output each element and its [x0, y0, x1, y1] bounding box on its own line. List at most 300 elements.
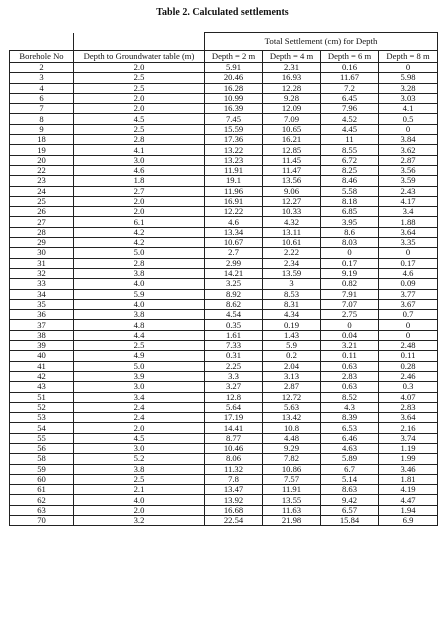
settlement-2m-cell: 3.27	[205, 382, 263, 392]
borehole-cell: 53	[10, 413, 74, 423]
borehole-cell: 7	[10, 104, 74, 114]
settlement-2m-cell: 10.67	[205, 238, 263, 248]
borehole-cell: 41	[10, 361, 74, 371]
settlement-6m-cell: 8.39	[321, 413, 379, 423]
settlement-6m-cell: 8.46	[321, 176, 379, 186]
table-row	[10, 248, 438, 258]
groundwater-depth-cell: 4.2	[74, 227, 205, 237]
settlement-4m-cell: 0.2	[263, 351, 321, 361]
table-row	[10, 63, 438, 73]
settlement-2m-cell: 3.3	[205, 371, 263, 381]
settlement-4m-cell: 7.57	[263, 474, 321, 484]
borehole-cell: 29	[10, 238, 74, 248]
settlement-6m-cell: 2.83	[321, 371, 379, 381]
settlement-6m-cell: 5.89	[321, 454, 379, 464]
settlement-4m-cell: 1.43	[263, 330, 321, 340]
settlement-2m-cell: 2.99	[205, 258, 263, 268]
table-row	[10, 495, 438, 505]
header-empty-cell	[10, 33, 74, 51]
settlement-8m-cell: 3.74	[379, 433, 438, 443]
settlement-2m-cell: 22.54	[205, 516, 263, 526]
borehole-cell: 62	[10, 495, 74, 505]
borehole-cell: 2	[10, 63, 74, 73]
settlement-4m-cell: 16.93	[263, 73, 321, 83]
borehole-cell: 39	[10, 341, 74, 351]
settlement-2m-cell: 16.91	[205, 196, 263, 206]
settlement-2m-cell: 7.33	[205, 341, 263, 351]
settlement-2m-cell: 13.92	[205, 495, 263, 505]
borehole-cell: 32	[10, 268, 74, 278]
groundwater-depth-cell: 2.0	[74, 104, 205, 114]
groundwater-depth-cell: 5.9	[74, 289, 205, 299]
settlement-6m-cell: 0.16	[321, 63, 379, 73]
settlement-8m-cell: 0.17	[379, 258, 438, 268]
column-header-groundwater-depth: Depth to Groundwater table (m)	[74, 51, 205, 63]
borehole-cell: 42	[10, 371, 74, 381]
groundwater-depth-cell: 4.0	[74, 299, 205, 309]
settlement-2m-cell: 16.28	[205, 83, 263, 93]
table-row	[10, 299, 438, 309]
settlement-6m-cell: 7.07	[321, 299, 379, 309]
table-row	[10, 371, 438, 381]
table-row	[10, 93, 438, 103]
groundwater-depth-cell: 4.6	[74, 165, 205, 175]
settlement-6m-cell: 9.19	[321, 268, 379, 278]
groundwater-depth-cell: 5.2	[74, 454, 205, 464]
settlement-2m-cell: 2.25	[205, 361, 263, 371]
settlement-6m-cell: 0.17	[321, 258, 379, 268]
table-row	[10, 351, 438, 361]
settlement-6m-cell: 0.04	[321, 330, 379, 340]
settlement-6m-cell: 3.95	[321, 217, 379, 227]
groundwater-depth-cell: 2.0	[74, 93, 205, 103]
settlement-4m-cell: 9.06	[263, 186, 321, 196]
settlement-4m-cell: 10.65	[263, 124, 321, 134]
borehole-cell: 63	[10, 505, 74, 515]
settlement-2m-cell: 14.21	[205, 268, 263, 278]
settlement-4m-cell: 10.86	[263, 464, 321, 474]
groundwater-depth-cell: 3.8	[74, 268, 205, 278]
settlement-4m-cell: 12.27	[263, 196, 321, 206]
table-row	[10, 176, 438, 186]
table-row	[10, 258, 438, 268]
settlement-4m-cell: 4.48	[263, 433, 321, 443]
settlement-8m-cell: 0	[379, 320, 438, 330]
table-row	[10, 464, 438, 474]
settlement-4m-cell: 2.22	[263, 248, 321, 258]
settlement-8m-cell: 0.5	[379, 114, 438, 124]
settlement-8m-cell: 0.09	[379, 279, 438, 289]
settlement-8m-cell: 2.43	[379, 186, 438, 196]
borehole-cell: 35	[10, 299, 74, 309]
column-header-depth-6m: Depth = 6 m	[321, 51, 379, 63]
settlement-8m-cell: 0	[379, 330, 438, 340]
borehole-cell: 43	[10, 382, 74, 392]
settlement-2m-cell: 1.61	[205, 330, 263, 340]
settlement-4m-cell: 12.28	[263, 83, 321, 93]
groundwater-depth-cell: 2.4	[74, 413, 205, 423]
groundwater-depth-cell: 4.1	[74, 145, 205, 155]
table-header	[10, 33, 438, 63]
borehole-cell: 3	[10, 73, 74, 83]
groundwater-depth-cell: 2.5	[74, 341, 205, 351]
borehole-cell: 33	[10, 279, 74, 289]
groundwater-depth-cell: 6.1	[74, 217, 205, 227]
groundwater-depth-cell: 4.5	[74, 114, 205, 124]
settlement-4m-cell: 12.85	[263, 145, 321, 155]
borehole-cell: 20	[10, 155, 74, 165]
settlement-4m-cell: 7.09	[263, 114, 321, 124]
settlement-4m-cell: 7.82	[263, 454, 321, 464]
settlement-6m-cell: 8.03	[321, 238, 379, 248]
settlement-6m-cell: 6.57	[321, 505, 379, 515]
settlement-8m-cell: 2.46	[379, 371, 438, 381]
groundwater-depth-cell: 2.5	[74, 474, 205, 484]
settlement-8m-cell: 3.4	[379, 207, 438, 217]
settlement-6m-cell: 8.6	[321, 227, 379, 237]
borehole-cell: 34	[10, 289, 74, 299]
borehole-cell: 52	[10, 402, 74, 412]
settlement-2m-cell: 2.7	[205, 248, 263, 258]
groundwater-depth-cell: 2.8	[74, 135, 205, 145]
groundwater-depth-cell: 2.0	[74, 423, 205, 433]
groundwater-depth-cell: 5.0	[74, 248, 205, 258]
settlement-8m-cell: 2.48	[379, 341, 438, 351]
settlement-2m-cell: 8.77	[205, 433, 263, 443]
table-row	[10, 145, 438, 155]
settlement-4m-cell: 11.63	[263, 505, 321, 515]
settlement-4m-cell: 8.53	[263, 289, 321, 299]
settlement-2m-cell: 13.22	[205, 145, 263, 155]
settlement-8m-cell: 2.87	[379, 155, 438, 165]
groundwater-depth-cell: 1.8	[74, 176, 205, 186]
settlement-8m-cell: 0.7	[379, 310, 438, 320]
table-row	[10, 423, 438, 433]
settlement-4m-cell: 13.55	[263, 495, 321, 505]
settlement-4m-cell: 13.42	[263, 413, 321, 423]
settlement-2m-cell: 4.54	[205, 310, 263, 320]
settlement-6m-cell: 3.21	[321, 341, 379, 351]
borehole-cell: 56	[10, 443, 74, 453]
groundwater-depth-cell: 4.8	[74, 320, 205, 330]
settlement-6m-cell: 8.52	[321, 392, 379, 402]
table-row	[10, 320, 438, 330]
table-row	[10, 454, 438, 464]
settlement-6m-cell: 0	[321, 320, 379, 330]
table-row	[10, 382, 438, 392]
column-header-depth-4m: Depth = 4 m	[263, 51, 321, 63]
groundwater-depth-cell: 3.0	[74, 155, 205, 165]
settlement-4m-cell: 3	[263, 279, 321, 289]
groundwater-depth-cell: 2.8	[74, 258, 205, 268]
settlement-8m-cell: 1.81	[379, 474, 438, 484]
settlement-6m-cell: 4.52	[321, 114, 379, 124]
settlement-2m-cell: 13.23	[205, 155, 263, 165]
settlement-2m-cell: 12.8	[205, 392, 263, 402]
borehole-cell: 37	[10, 320, 74, 330]
settlement-4m-cell: 3.13	[263, 371, 321, 381]
borehole-cell: 70	[10, 516, 74, 526]
settlement-2m-cell: 17.19	[205, 413, 263, 423]
borehole-cell: 60	[10, 474, 74, 484]
settlement-2m-cell: 20.46	[205, 73, 263, 83]
settlement-6m-cell: 4.45	[321, 124, 379, 134]
settlement-2m-cell: 5.91	[205, 63, 263, 73]
groundwater-depth-cell: 2.1	[74, 485, 205, 495]
column-header-depth-2m: Depth = 2 m	[205, 51, 263, 63]
settlement-4m-cell: 4.34	[263, 310, 321, 320]
borehole-cell: 55	[10, 433, 74, 443]
groundwater-depth-cell: 3.9	[74, 371, 205, 381]
borehole-cell: 38	[10, 330, 74, 340]
settlement-8m-cell: 3.64	[379, 413, 438, 423]
settlement-8m-cell: 0	[379, 248, 438, 258]
borehole-cell: 24	[10, 186, 74, 196]
groundwater-depth-cell: 2.0	[74, 196, 205, 206]
header-empty-cell	[74, 33, 205, 51]
settlement-2m-cell: 3.25	[205, 279, 263, 289]
table-row	[10, 227, 438, 237]
borehole-cell: 36	[10, 310, 74, 320]
settlement-8m-cell: 1.94	[379, 505, 438, 515]
settlement-2m-cell: 11.32	[205, 464, 263, 474]
table-row	[10, 155, 438, 165]
table-row	[10, 289, 438, 299]
table-row	[10, 413, 438, 423]
borehole-cell: 28	[10, 227, 74, 237]
borehole-cell: 22	[10, 165, 74, 175]
table-row	[10, 392, 438, 402]
groundwater-depth-cell: 5.0	[74, 361, 205, 371]
table-row	[10, 279, 438, 289]
settlement-2m-cell: 7.45	[205, 114, 263, 124]
settlement-4m-cell: 21.98	[263, 516, 321, 526]
settlement-4m-cell: 10.8	[263, 423, 321, 433]
groundwater-depth-cell: 4.0	[74, 279, 205, 289]
settlement-6m-cell: 6.7	[321, 464, 379, 474]
header-columns-row	[10, 51, 438, 63]
settlement-8m-cell: 1.88	[379, 217, 438, 227]
borehole-cell: 8	[10, 114, 74, 124]
settlement-8m-cell: 4.17	[379, 196, 438, 206]
settlement-4m-cell: 2.87	[263, 382, 321, 392]
borehole-cell: 40	[10, 351, 74, 361]
settlement-2m-cell: 16.68	[205, 505, 263, 515]
settlement-8m-cell: 3.59	[379, 176, 438, 186]
borehole-cell: 27	[10, 217, 74, 227]
settlement-2m-cell: 5.64	[205, 402, 263, 412]
table-row	[10, 165, 438, 175]
settlement-2m-cell: 8.92	[205, 289, 263, 299]
groundwater-depth-cell: 4.5	[74, 433, 205, 443]
settlement-4m-cell: 10.61	[263, 238, 321, 248]
settlement-4m-cell: 4.32	[263, 217, 321, 227]
borehole-cell: 30	[10, 248, 74, 258]
settlement-8m-cell: 3.28	[379, 83, 438, 93]
borehole-cell: 4	[10, 83, 74, 93]
settlement-6m-cell: 0.63	[321, 361, 379, 371]
header-group-total-settlement: Total Settlement (cm) for Depth	[205, 33, 438, 51]
settlement-8m-cell: 4.47	[379, 495, 438, 505]
settlement-6m-cell: 8.18	[321, 196, 379, 206]
borehole-cell: 59	[10, 464, 74, 474]
settlement-6m-cell: 9.42	[321, 495, 379, 505]
settlement-8m-cell: 5.98	[379, 73, 438, 83]
settlement-8m-cell: 2.83	[379, 402, 438, 412]
table-row	[10, 433, 438, 443]
table-row	[10, 196, 438, 206]
settlement-8m-cell: 4.19	[379, 485, 438, 495]
settlement-2m-cell: 13.47	[205, 485, 263, 495]
settlement-2m-cell: 7.8	[205, 474, 263, 484]
borehole-cell: 23	[10, 176, 74, 186]
settlement-8m-cell: 2.16	[379, 423, 438, 433]
borehole-cell: 6	[10, 93, 74, 103]
borehole-cell: 61	[10, 485, 74, 495]
settlement-2m-cell: 17.36	[205, 135, 263, 145]
groundwater-depth-cell: 2.5	[74, 124, 205, 134]
settlement-4m-cell: 2.31	[263, 63, 321, 73]
settlement-6m-cell: 6.85	[321, 207, 379, 217]
settlement-6m-cell: 0.63	[321, 382, 379, 392]
groundwater-depth-cell: 2.4	[74, 402, 205, 412]
settlement-8m-cell: 3.67	[379, 299, 438, 309]
column-header-depth-8m: Depth = 8 m	[379, 51, 438, 63]
settlement-4m-cell: 8.31	[263, 299, 321, 309]
settlement-6m-cell: 2.75	[321, 310, 379, 320]
table-row	[10, 83, 438, 93]
settlement-4m-cell: 13.11	[263, 227, 321, 237]
settlement-6m-cell: 7.96	[321, 104, 379, 114]
settlement-8m-cell: 3.56	[379, 165, 438, 175]
table-row	[10, 104, 438, 114]
settlement-8m-cell: 3.77	[379, 289, 438, 299]
settlement-8m-cell: 0.3	[379, 382, 438, 392]
settlement-4m-cell: 2.04	[263, 361, 321, 371]
settlement-2m-cell: 8.62	[205, 299, 263, 309]
groundwater-depth-cell: 4.2	[74, 238, 205, 248]
settlement-2m-cell: 13.34	[205, 227, 263, 237]
table-row	[10, 485, 438, 495]
settlement-6m-cell: 7.91	[321, 289, 379, 299]
settlement-2m-cell: 15.59	[205, 124, 263, 134]
table-row	[10, 443, 438, 453]
settlement-6m-cell: 0	[321, 248, 379, 258]
settlement-2m-cell: 12.22	[205, 207, 263, 217]
settlement-2m-cell: 4.6	[205, 217, 263, 227]
settlement-8m-cell: 0	[379, 63, 438, 73]
table-row	[10, 330, 438, 340]
table-row	[10, 135, 438, 145]
settlement-8m-cell: 1.19	[379, 443, 438, 453]
settlement-2m-cell: 10.99	[205, 93, 263, 103]
settlement-8m-cell: 4.07	[379, 392, 438, 402]
table-row	[10, 474, 438, 484]
settlement-6m-cell: 6.45	[321, 93, 379, 103]
settlement-8m-cell: 3.46	[379, 464, 438, 474]
settlement-8m-cell: 3.35	[379, 238, 438, 248]
settlement-6m-cell: 8.63	[321, 485, 379, 495]
settlement-4m-cell: 16.21	[263, 135, 321, 145]
table-row	[10, 268, 438, 278]
settlement-6m-cell: 15.84	[321, 516, 379, 526]
settlement-2m-cell: 11.91	[205, 165, 263, 175]
borehole-cell: 25	[10, 196, 74, 206]
settlement-6m-cell: 7.2	[321, 83, 379, 93]
settlement-2m-cell: 16.39	[205, 104, 263, 114]
settlement-6m-cell: 4.63	[321, 443, 379, 453]
groundwater-depth-cell: 4.4	[74, 330, 205, 340]
table-row	[10, 114, 438, 124]
settlement-6m-cell: 11.67	[321, 73, 379, 83]
settlement-4m-cell: 12.09	[263, 104, 321, 114]
settlement-2m-cell: 19.1	[205, 176, 263, 186]
table-row	[10, 505, 438, 515]
settlement-8m-cell: 6.9	[379, 516, 438, 526]
settlement-8m-cell: 3.84	[379, 135, 438, 145]
table-row	[10, 73, 438, 83]
borehole-cell: 51	[10, 392, 74, 402]
groundwater-depth-cell: 2.5	[74, 83, 205, 93]
settlement-2m-cell: 11.96	[205, 186, 263, 196]
settlement-8m-cell: 3.62	[379, 145, 438, 155]
settlement-6m-cell: 0.11	[321, 351, 379, 361]
settlement-4m-cell: 12.72	[263, 392, 321, 402]
groundwater-depth-cell: 3.2	[74, 516, 205, 526]
settlement-4m-cell: 11.45	[263, 155, 321, 165]
settlement-4m-cell: 5.9	[263, 341, 321, 351]
settlement-4m-cell: 2.34	[263, 258, 321, 268]
table-row	[10, 186, 438, 196]
settlement-8m-cell: 3.03	[379, 93, 438, 103]
settlements-table	[9, 32, 438, 526]
settlement-6m-cell: 0.82	[321, 279, 379, 289]
borehole-cell: 31	[10, 258, 74, 268]
borehole-cell: 58	[10, 454, 74, 464]
borehole-cell: 9	[10, 124, 74, 134]
settlement-4m-cell: 5.63	[263, 402, 321, 412]
settlement-2m-cell: 10.46	[205, 443, 263, 453]
borehole-cell: 54	[10, 423, 74, 433]
settlement-8m-cell: 0.11	[379, 351, 438, 361]
borehole-cell: 26	[10, 207, 74, 217]
groundwater-depth-cell: 4.0	[74, 495, 205, 505]
table-row	[10, 238, 438, 248]
settlement-6m-cell: 5.58	[321, 186, 379, 196]
table-row	[10, 207, 438, 217]
settlement-6m-cell: 8.25	[321, 165, 379, 175]
settlement-8m-cell: 1.99	[379, 454, 438, 464]
settlement-6m-cell: 6.53	[321, 423, 379, 433]
settlement-8m-cell: 4.6	[379, 268, 438, 278]
settlement-2m-cell: 8.06	[205, 454, 263, 464]
table-row	[10, 361, 438, 371]
settlement-6m-cell: 11	[321, 135, 379, 145]
table-row	[10, 402, 438, 412]
groundwater-depth-cell: 3.0	[74, 443, 205, 453]
groundwater-depth-cell: 3.4	[74, 392, 205, 402]
borehole-cell: 18	[10, 135, 74, 145]
settlement-4m-cell: 11.91	[263, 485, 321, 495]
settlement-4m-cell: 0.19	[263, 320, 321, 330]
settlement-8m-cell: 0	[379, 124, 438, 134]
groundwater-depth-cell: 2.0	[74, 505, 205, 515]
groundwater-depth-cell: 2.0	[74, 207, 205, 217]
table-row	[10, 217, 438, 227]
settlement-2m-cell: 14.41	[205, 423, 263, 433]
settlement-4m-cell: 9.29	[263, 443, 321, 453]
header-group-row	[10, 33, 438, 51]
